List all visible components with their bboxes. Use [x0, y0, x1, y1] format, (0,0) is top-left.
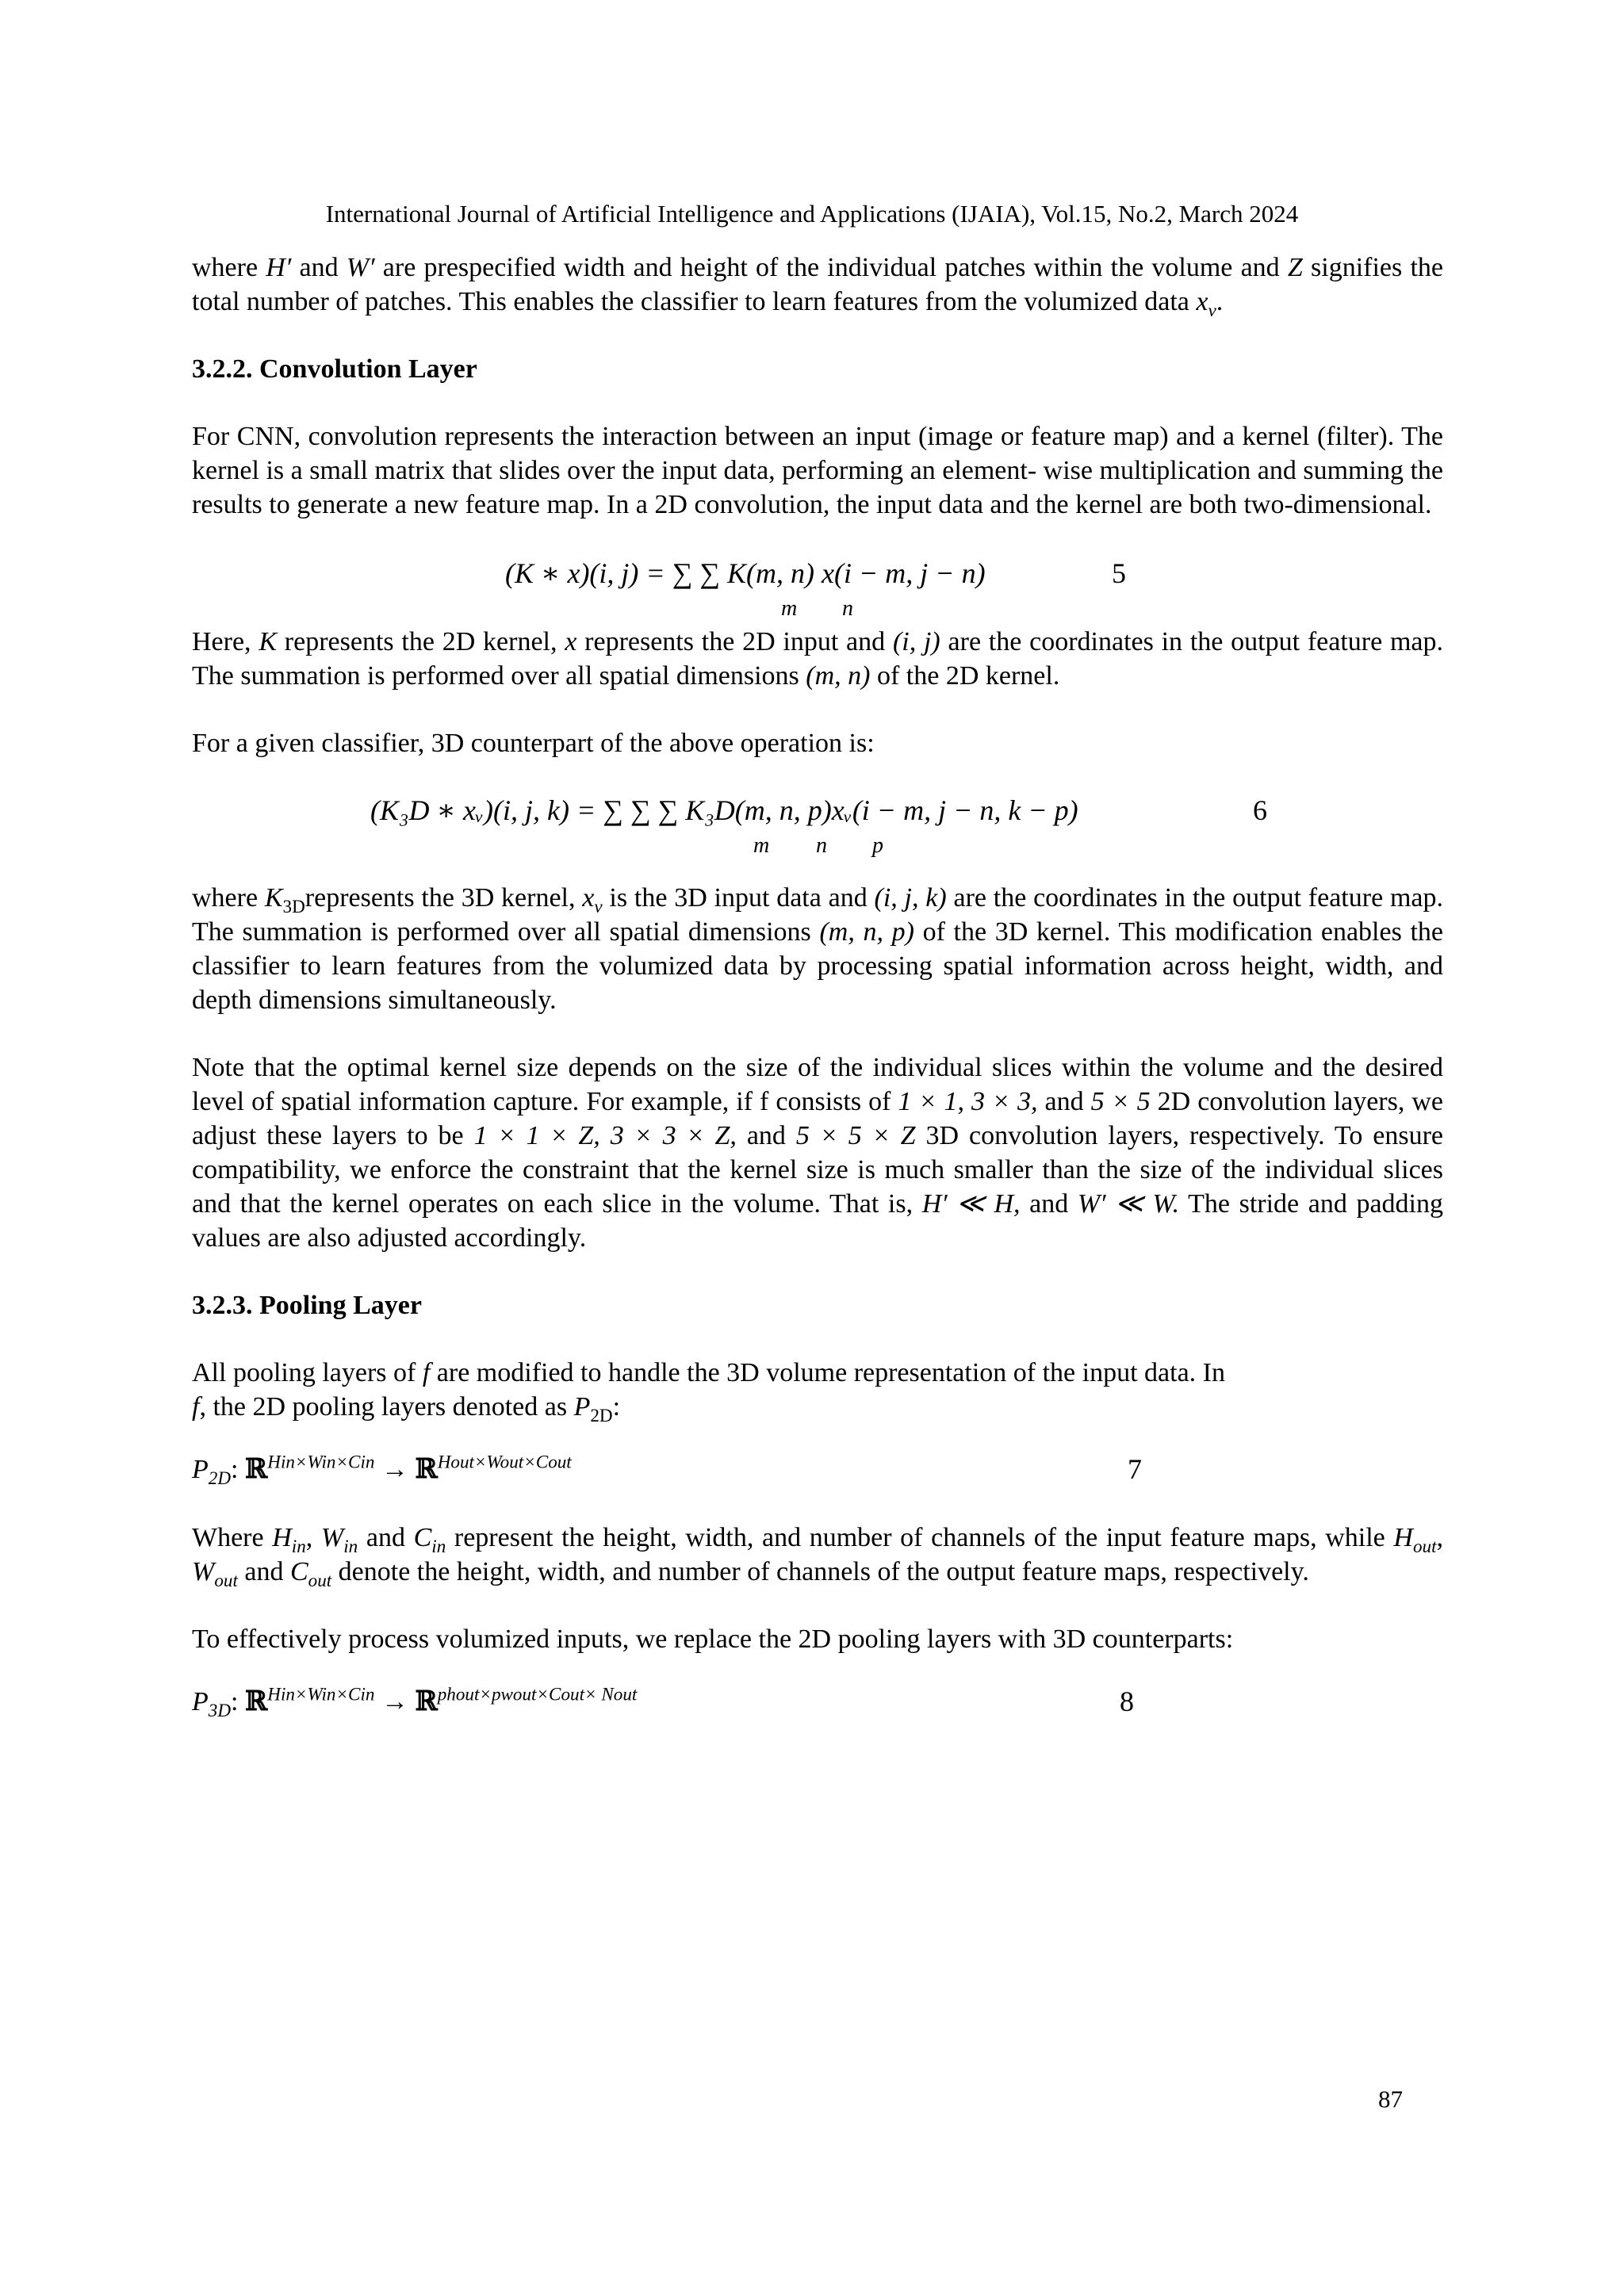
- page-number: 87: [1378, 2085, 1403, 2113]
- section-heading-pooling: 3.2.3. Pooling Layer: [192, 1291, 422, 1320]
- equation-5-limit: n: [842, 596, 853, 621]
- page-content: [192, 251, 1443, 1721]
- paragraph-3d-counterpart: For a given classifier, 3D counterpart of the above operation is:: [192, 729, 875, 758]
- equation-8-number: 8: [1120, 1686, 1134, 1717]
- paragraph-convolution-intro: For CNN, convolution represents the interaction between an input (image or feature map) and a kernel (filter). The kernel is a small matrix that slides over the input data, performing an element- wise multiplication and summing the results to generate a new feature map. In a 2D convolution, the input data and the kernel are both two-dimensional.: [192, 422, 1443, 519]
- equation-6: [192, 794, 1443, 881]
- equation-8: [192, 1685, 1443, 1721]
- paragraph-pooling-dimensions: Where $H_{in}$, $W_{in}$ and $C_{in}$ represent the height, width, and number of channels of the input feature maps, while $H_{out}$, $W_{out}$ and $C_{out}$ denote the height, width, and number of channels of the output feature maps, respectively.: [192, 1523, 1444, 1591]
- paragraph-kernel-size: Note that the optimal kernel size depends on the size of the individual slices within the volume and the desired level of spatial information capture. For example, if f consists of 1 × 1, 3 × 3, and 5 × 5 2D convolution layers, we adjust these layers to be 1 × 1 × Z, 3 × 3 × Z, and 5 × 5 × Z 3D convolution layers, respectively. To ensure compatibility, we enforce the constraint that the kernel size is much smaller than the size of the individual slices and that the kernel operates on each slice in the volume. That is, H′ ≪ H, and W′ ≪ W. The stride and padding values are also adjusted accordingly.: [192, 1053, 1444, 1253]
- equation-7-number: 7: [1128, 1453, 1142, 1485]
- equation-7: [192, 1452, 1443, 1489]
- equation-6-expression: (K₃D ∗ xᵥ)(i, j, k) = ∑ ∑ ∑ K₃D(m, n, p)xᵥ(i − m, j − n, k − p): [370, 794, 1078, 826]
- journal-header: International Journal of Artificial Intelligence and Applications (IJAIA), Vol.15, No.2, March 2024: [325, 200, 1299, 228]
- equation-5-limit: m: [781, 596, 798, 621]
- equation-6-limit: p: [872, 833, 883, 858]
- equation-5-expression: (K ∗ x)(i, j) = ∑ ∑ K(m, n) x(i − m, j − n): [505, 557, 986, 589]
- equation-5-number: 5: [1112, 557, 1126, 589]
- section-heading-convolution: 3.2.2. Convolution Layer: [192, 354, 477, 384]
- equation-6-number: 6: [1253, 794, 1267, 826]
- paragraph-3d-pooling: To effectively process volumized inputs, we replace the 2D pooling layers with 3D counterparts:: [192, 1624, 1234, 1654]
- paragraph-2d-kernel: Here, K represents the 2D kernel, x represents the 2D input and (i, j) are the coordinates in the output feature map. The summation is performed over all spatial dimensions (m, n) of the 2D kernel.: [192, 627, 1443, 691]
- equation-7-expression: $P_{2D}$: ℝ$^{Hin\times Win\times Cin}$ → ℝ$^{Hout\times Wout\times Cout}$: [192, 1452, 572, 1489]
- paragraph-3d-kernel: where $K_{3D}represents$ the 3D kernel, $x_v$ is the 3D input data and (i, j, k) are the coordinates in the output feature map. The summation is performed over all spatial dimensions (m, n, p) of the 3D kernel. This modification enables the classifier to learn features from the volumized data by processing spatial information across height, width, and depth dimensions simultaneously.: [192, 883, 1444, 1015]
- paragraph-patches: where H′ and W′ are prespecified width and height of the individual patches within the volume and Z signifies the total number of patches. This enables the classifier to learn features from the volumized data $x_v$.: [192, 253, 1443, 321]
- equation-6-limit: m: [753, 833, 770, 858]
- paragraph-pooling-intro: All pooling layers of f are modified to handle the 3D volume representation of the input data. In f, the 2D pooling layers denoted as $P_{2D}$:: [192, 1358, 1225, 1426]
- equation-5: [192, 557, 1443, 625]
- equation-8-expression: $P_{3D}$: ℝ$^{Hin\times Win\times Cin}$ → ℝ$^{phout\times pwout\times Cout\times Nout}$: [192, 1684, 638, 1721]
- equation-6-limit: n: [816, 833, 827, 858]
